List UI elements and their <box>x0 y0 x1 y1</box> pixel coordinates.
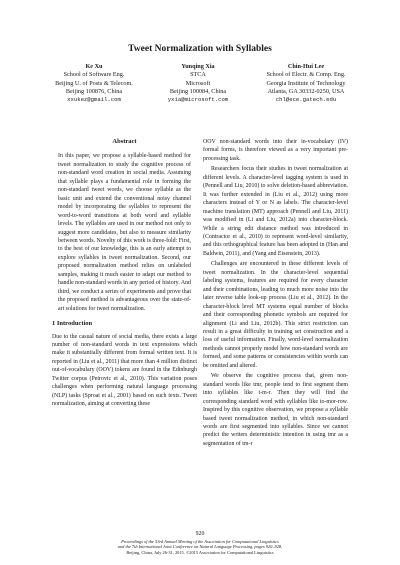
footer-proceedings: Proceedings of the 53rd Annual Meeting of the Association for Computational Linguistics <box>121 538 279 544</box>
footer-proceedings: and the 7th International Joint Conference on Natural Language Processing, pages 920–928, <box>117 544 283 550</box>
author-block <box>0 63 400 123</box>
left-column <box>52 138 197 409</box>
author-affiliation: Georgia Institute of Technology <box>266 79 346 87</box>
author-affiliation: Beijing U. of Posts & Telecom. <box>55 79 133 87</box>
abstract-heading: Abstract <box>112 138 137 145</box>
author-affiliation: School of Software Eng. <box>63 71 125 79</box>
section-heading-introduction: 1 Introduction <box>52 320 93 328</box>
author-2 <box>148 63 248 104</box>
author-name: Yunqing Xia <box>181 63 215 70</box>
author-name: Ke Xu <box>85 63 103 70</box>
body-paragraph: OOV non-standard words into their in-vocabulary (IV) formal forms, is therefore viewed as a very important pre-processing task. <box>203 139 348 162</box>
abstract-text: In this paper, we propose a syllable-based method for tweet normalization to study the cognitive process of non-standard word creation in social media. Assuming that syllable plays a fundamental role in forming the non-standard tweet words, we choose syllable as the basic unit and extend the conventional noisy channel model by incorporating the syllables to represent the word-to-word transitions at both word and syllable levels. The syllables are used in our method not only to suggest more candidates, but also to measure similarity between words. Novelty of this work is three-fold: First, to the best of our knowledge, this is an early attempt to explore syllables in tweet normalization. Second, our proposed normalization method relies on unlabeled samples, making it much easier to adapt our method to handle non-standard words in any period of history. And third, we conduct a series of experiments and prove that the proposed method is advantageous over the state-of-art solutions for tweet normalization. <box>58 153 191 312</box>
body-paragraph: We observe the cognitive process that, given non-standard words like tmr, people tend to first segment them into syllables like t-m-r. Then they will find the corresponding standard word with syllables like to-mor-row. Inspired by this cognitive observation, we propose a syllable based tweet normalization method, in which non-standard words are first segmented into syllables. Since we cannot predict the writers deterministic intention in using tmr as a segmentation of tm-r <box>203 373 348 447</box>
author-name: Chin-Hui Lee <box>287 63 325 70</box>
author-email: yxia@microsoft.com <box>167 96 229 104</box>
author-email: xxukez@gmail.com <box>67 96 121 104</box>
paper-title: Tweet Normalization with Syllables <box>128 44 272 54</box>
author-affiliation: STCA <box>190 71 206 79</box>
intro-paragraph: Due to the casual nature of social media, there exists a large number of non-standard words in text expressions which make it substantially different from formal written text. It is reported in (Liu et al., 2011) that more than 4 million distinct out-of-vocabulary (OOV) tokens are found in the Edinburgh Twitter corpus (Petrovic et al., 2010). This variation poses challenges when performing natural language processing (NLP) tasks (Sproat et al., 2001) based on such texts. Tweet normalization, aiming at converting these <box>52 333 197 408</box>
body-paragraph: Challenges are encountered in these different levels of tweet normalization. In the character-level sequential labeling systems, features are required for every character and their combinations, leading to much more noise into the later reverse table look-up process (Liu et al., 2012). In the character-block level MT systems equal number of blocks and their corresponding phonetic symbols are required for alignment (Li and Liu, 2012b). This strict restriction can result in a great difficulty in training set construction and a loss of useful information. Finally, word-level normalization methods cannot properly model how non-standard words are formed, and some patterns or consistencies within words can be omitted and altered. <box>203 261 348 369</box>
author-address: Atlanta, GA 30332-0250, USA <box>267 87 345 95</box>
author-address: Beijing 100876, China <box>65 87 123 95</box>
page-number: 920 <box>195 531 205 537</box>
author-1 <box>40 63 148 104</box>
author-affiliation: Microsoft <box>185 79 211 87</box>
right-column <box>203 138 348 448</box>
author-affiliation: School of Electr. & Comp. Eng. <box>266 71 346 79</box>
body-paragraph: Researchers focus their studies in tweet normalization at different levels. A character-level tagging system is used in (Pennell and Liu, 2010) to solve deletion-based abbreviation. It was further extended in (Liu et al., 2012) using more characters instead of Y or N as labels. The character-level machine translation (MT) approach (Pennell and Liu, 2011) was modified in (Li and Liu, 2012a) into character-block. While a string edit distance method was introduced in (Contractor et al., 2010) to represent word-level similarity, and this orthographical feature has been adopted in (Han and Baldwin, 2011), and (Yang and Eisenstein, 2013). <box>203 166 348 257</box>
footer-copyright: Beijing, China, July 26-31, 2015. ©2015 Association for Computational Linguistics <box>126 549 274 555</box>
page-footer <box>0 532 400 555</box>
author-3 <box>248 63 364 104</box>
author-email: chl@ece.gatech.edu <box>275 96 337 104</box>
author-address: Beijing 100084, China <box>169 87 227 95</box>
